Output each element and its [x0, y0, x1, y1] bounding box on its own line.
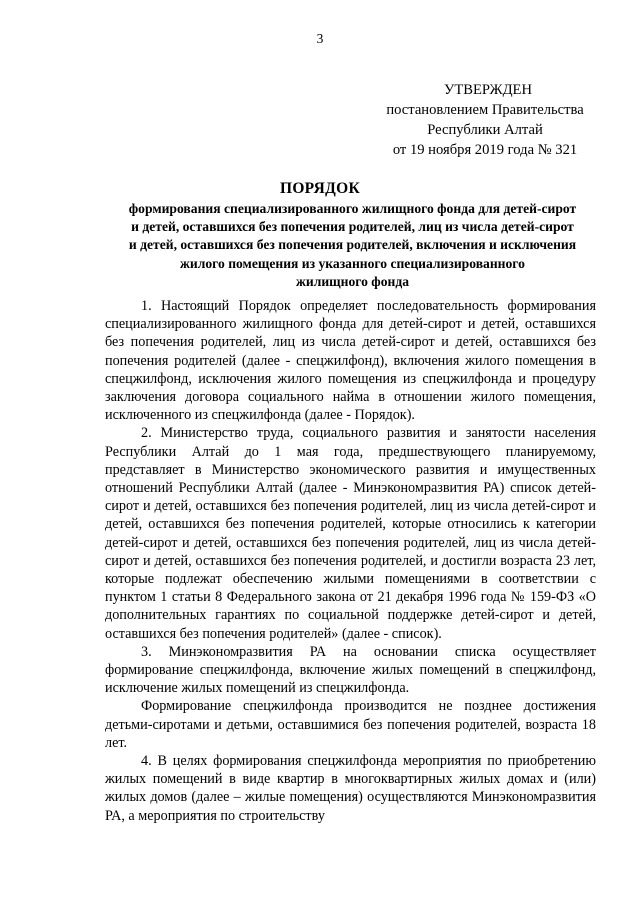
paragraph-4: 4. В целях формирования спецжилфонда мероприятия по приобретению жилых помещений в виде квартир в многоквартирных жилых домах и (или) жилых домов (далее – жилые помещения) осуществляются Минэкономразвития РА, а мероприятия по строительству: [105, 753, 596, 824]
subtitle-line: формирования специализированного жилищного фонда для детей-сирот: [128, 201, 577, 216]
subtitle-line: и детей, оставшихся без попечения родителей, включения и исключения: [128, 237, 577, 253]
subtitle-line: жилого помещения из указанного специализированного: [180, 255, 525, 271]
document-subtitle: [105, 200, 600, 291]
approval-line-government: Республики Алтай: [427, 122, 543, 138]
document-title: ПОРЯДОК: [279, 180, 361, 197]
approval-line-resolution: постановлением Правительства: [386, 102, 584, 118]
paragraph-1: 1. Настоящий Порядок определяет последовательность формирования специализированного жилищного фонда для детей-сирот и детей, оставшихся без попечения родителей, лиц из числа детей-сирот и детей, оставшихся без попечения родителей (далее - спецжилфонд), включения жилого помещения в спецжилфонд, исключения жилого помещения из спецжилфонда и процедуру заключения договора социального найма в отношении жилого помещения, исключенного из спецжилфонда (далее - Порядок).: [105, 298, 596, 424]
approval-line-date: от 19 ноября 2019 года № 321: [392, 142, 578, 158]
page-number: 3: [316, 31, 324, 46]
paragraph-2: 2. Министерство труда, социального развития и занятости населения Республики Алтай до 1 мая года, предшествующего планируемому, представляет в Министерство экономического развития и имущественных отношений Республики Алтай (далее - Минэкономразвития РА) список детей-сирот и детей, оставшихся без попечения родителей, лиц из числа детей-сирот и детей, оставшихся без попечения родителей, которые относились к категории детей-сирот и детей, оставшихся без попечения родителей, лиц из числа детей-сирот и детей, оставшихся без попечения родителей, и достигли возраста 23 лет, которые подлежат обеспечению жилыми помещениями в соответствии с пунктом 1 статьи 8 Федерального закона от 21 декабря 1996 года № 159-ФЗ «О дополнительных гарантиях по социальной поддержке детей-сирот и детей, оставшихся без попечения родителей» (далее - список).: [105, 425, 596, 642]
subtitle-line: и детей, оставшихся без попечения родителей, лиц из числа детей-сирот: [131, 219, 574, 235]
approval-stamp: [375, 80, 595, 160]
paragraph-3: 3. Минэкономразвития РА на основании списка осуществляет формирование спецжилфонда, включение жилых помещений в спецжилфонд, исключение жилых помещений из спецжилфонда.: [105, 643, 596, 697]
paragraph-3-continued: Формирование спецжилфонда производится не позднее достижения детьми-сиротами и детьми, оставшимися без попечения родителей, возраста 18 лет.: [105, 698, 596, 751]
subtitle-line: жилищного фонда: [296, 273, 409, 289]
approval-line-approved: УТВЕРЖДЕН: [444, 82, 532, 98]
document-body: [105, 297, 596, 825]
